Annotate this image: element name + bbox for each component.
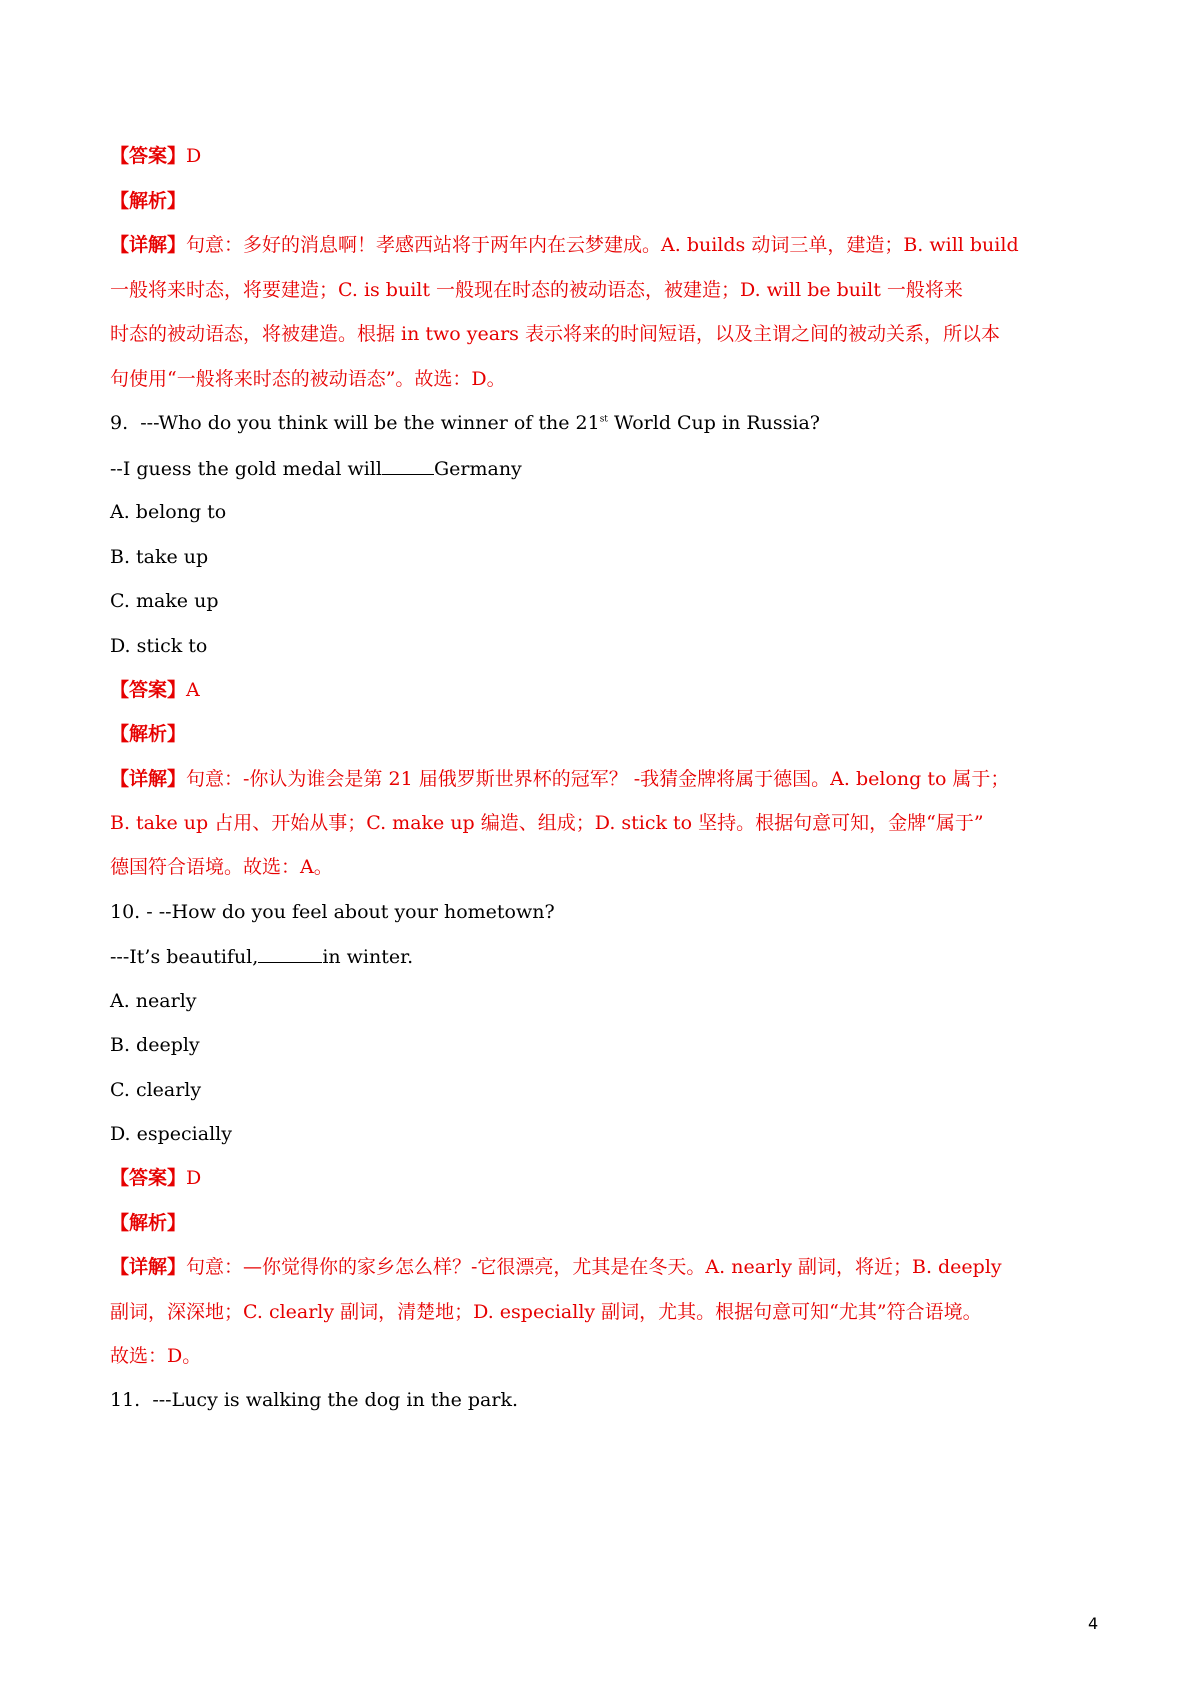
q8-analysis-line (110, 187, 1100, 215)
q9-option-d: D. stick to (110, 635, 208, 657)
detail-text: 句意：多好的消息啊！孝感西站将于两年内在云梦建成。A. builds 动词三单，建造；B. will build (186, 234, 1019, 256)
question-stem: ---Who do you think will be the winner of the 21 (140, 412, 600, 434)
q8-detail-line-1 (110, 231, 1100, 259)
q10-detail-line-1 (110, 1253, 1100, 1281)
q8-answer-line (110, 142, 1100, 170)
q10-stem-line-2 (110, 942, 1100, 971)
q9-detail-line-2: B. take up 占用、开始从事；C. make up 编造、组成；D. stick to 坚持。根据句意可知，金牌“属于” (110, 812, 984, 834)
q10-detail-line-2: 副词，深深地；C. clearly 副词，清楚地；D. especially 副词，尤其。根据句意可知“尤其”符合语境。 (110, 1301, 982, 1323)
detail-text: 句意：-你认为谁会是第 21 届俄罗斯世界杯的冠军？ -我猜金牌将属于德国。A. belong to 属于； (186, 768, 1010, 790)
answer-blank (382, 454, 434, 475)
question-stem: - --How do you feel about your hometown? (146, 901, 555, 923)
q9-option-b: B. take up (110, 546, 209, 568)
question-number: 10. (110, 901, 141, 923)
question-stem: ---Lucy is walking the dog in the park. (152, 1389, 518, 1411)
question-number: 11. (110, 1389, 141, 1411)
answer-blank (258, 942, 322, 963)
question-stem-cont: in winter. (322, 946, 414, 968)
q10-answer-line (110, 1164, 1100, 1192)
answer-value: D (186, 1167, 202, 1189)
q10-option-d: D. especially (110, 1123, 232, 1145)
q10-analysis-line (110, 1209, 1100, 1237)
question-stem: --I guess the gold medal will (110, 458, 382, 480)
analysis-tag: 【解析】 (110, 1212, 187, 1234)
answer-tag: 【答案】 (110, 1167, 187, 1189)
q8-detail-line-2: 一般将来时态，将要建造；C. is built 一般现在时态的被动语态，被建造；D. will be built 一般将来 (110, 279, 963, 301)
page-number: 4 (1088, 1614, 1099, 1633)
answer-tag: 【答案】 (110, 145, 187, 167)
q10-option-a: A. nearly (110, 990, 197, 1012)
question-stem-cont: Germany (433, 458, 522, 480)
q9-detail-line-3: 德国符合语境。故选：A。 (110, 856, 333, 878)
q9-stem-line-2 (110, 454, 1100, 483)
answer-tag: 【答案】 (110, 679, 187, 701)
ordinal-suffix: st (599, 414, 608, 425)
question-number: 9. (110, 412, 129, 434)
detail-text: 句意：—你觉得你的家乡怎么样？-它很漂亮，尤其是在冬天。A. nearly 副词，将近；B. deeply (186, 1256, 1002, 1278)
answer-value: D (186, 145, 202, 167)
q9-stem-line-1 (110, 409, 1100, 437)
q10-stem-line-1 (110, 898, 1100, 926)
q9-option-c: C. make up (110, 590, 219, 612)
detail-tag: 【详解】 (110, 768, 187, 790)
q10-option-b: B. deeply (110, 1034, 200, 1056)
detail-tag: 【详解】 (110, 1256, 187, 1278)
answer-value: A (186, 679, 200, 701)
q9-analysis-line (110, 720, 1100, 748)
q9-option-a: A. belong to (110, 501, 227, 523)
q10-option-c: C. clearly (110, 1079, 202, 1101)
question-stem: ---It’s beautiful, (110, 946, 259, 968)
q8-detail-line-3: 时态的被动语态，将被建造。根据 in two years 表示将来的时间短语，以及主谓之间的被动关系，所以本 (110, 323, 1000, 345)
detail-tag: 【详解】 (110, 234, 187, 256)
q8-detail-line-4: 句使用“一般将来时态的被动语态”。故选：D。 (110, 368, 506, 390)
q9-detail-line-1 (110, 765, 1100, 793)
analysis-tag: 【解析】 (110, 190, 187, 212)
q11-stem-line-1 (110, 1386, 1100, 1414)
question-stem-cont: World Cup in Russia? (607, 412, 820, 434)
q9-answer-line (110, 676, 1100, 704)
q10-detail-line-3: 故选：D。 (110, 1345, 202, 1367)
analysis-tag: 【解析】 (110, 723, 187, 745)
